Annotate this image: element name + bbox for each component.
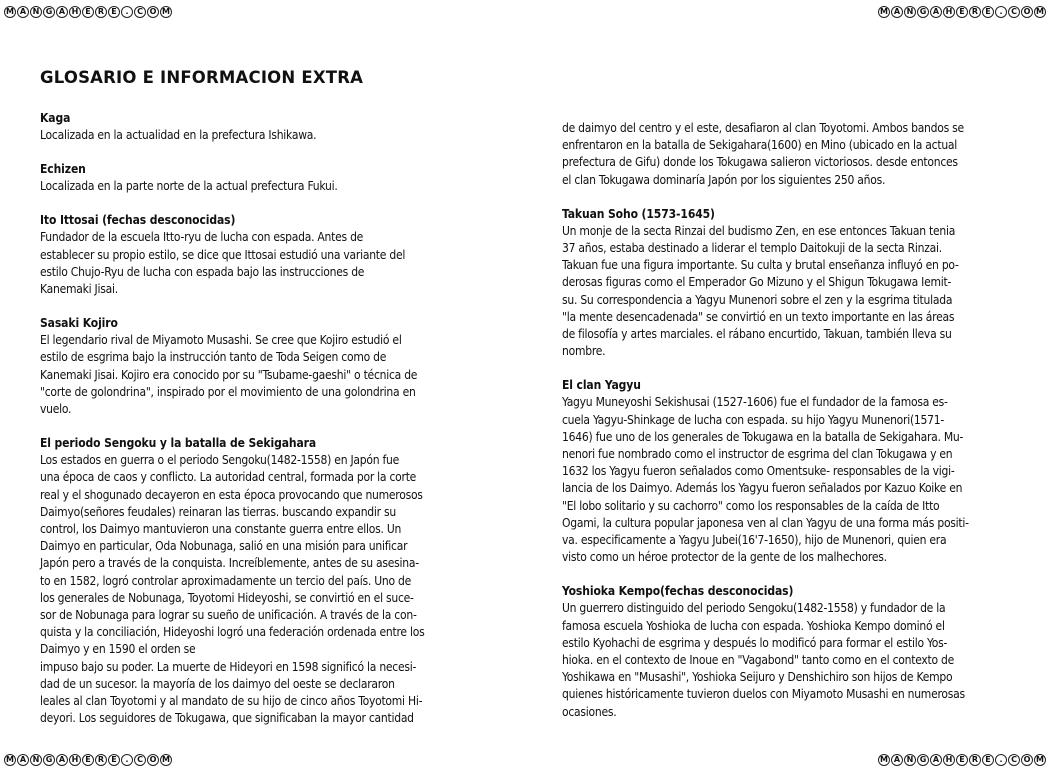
watermark-letter: E — [956, 6, 968, 18]
watermark-letter: A — [891, 6, 903, 18]
entry-line: Daimyo(señores feudales) reinaran las tierras. buscando expandir su — [40, 504, 396, 519]
entry-body — [40, 452, 472, 727]
entry-line: "corte de golondrina", inspirado por el movimiento de una golondrina en — [40, 384, 416, 399]
entry-line: Daimyo y en 1590 el orden se — [40, 642, 196, 657]
glossary-entry-yoshioka-kempo — [562, 583, 1020, 720]
watermark-top-right — [878, 6, 1046, 18]
entry-line: sor de Nobunaga para lograr su sueño de unificación. A través de la con- — [40, 608, 417, 623]
watermark-letter: C — [134, 754, 146, 766]
glossary-entry-echizen — [40, 161, 472, 195]
entry-line: control, los Daimyo mantuvieron una constante guerra entre ellos. Un — [40, 522, 402, 537]
entry-line: hioka. en el contexto de Inoue en "Vagabond" tanto como en el contexto de — [562, 653, 955, 668]
entry-line: real y el shogunado decayeron en esta época provocando que numerosos — [40, 487, 423, 502]
page-title: GLOSARIO E INFORMACION EXTRA — [40, 68, 364, 87]
entry-line: enfrentaron en la batalla de Sekigahara(1600) en Mino (ubicado en la actual — [562, 138, 958, 153]
sengoku-continuation — [562, 120, 1020, 189]
entry-line: quienes históricamente tuvieron duelos con Miyamoto Musashi en numerosas — [562, 687, 965, 702]
watermark-letter: G — [917, 754, 929, 766]
watermark-letter: M — [4, 754, 16, 766]
watermark-letter: M — [160, 6, 172, 18]
glossary-entry-ito-ittosai — [40, 212, 472, 298]
entry-line: Kanemaki Jisai. Kojiro era conocido por su "Tsubame-gaeshi" o técnica de — [40, 367, 418, 382]
watermark-letter: E — [82, 6, 94, 18]
entry-line: Fundador de la escuela Itto-ryu de lucha con espada. Antes de — [40, 230, 364, 245]
left-column — [40, 110, 472, 744]
watermark-letter: C — [1008, 6, 1020, 18]
entry-body — [562, 120, 1020, 189]
watermark-letter: M — [1034, 6, 1046, 18]
entry-line: "la mente desencadenada" se convirtió en un texto importante en las áreas — [562, 309, 955, 324]
glossary-entry-sengoku — [40, 435, 472, 727]
right-column — [562, 120, 1020, 738]
watermark-letter: E — [982, 6, 994, 18]
watermark-letter: N — [904, 6, 916, 18]
entry-body — [40, 127, 472, 144]
watermark-letter: R — [969, 6, 981, 18]
entry-line: dad de un sucesor. la mayoría de los daimyo del oeste se declararon — [40, 676, 395, 691]
entry-line: Localizada en la actualidad en la prefectura Ishikawa. — [40, 128, 317, 142]
watermark-letter: N — [904, 754, 916, 766]
entry-line: nombre. — [562, 344, 606, 359]
entry-line: Yagyu Muneyoshi Sekishusai (1527-1606) fue el fundador de la famosa es- — [562, 395, 948, 410]
entry-heading: Takuan Soho (1573-1645) — [562, 206, 715, 221]
entry-line: lancia de los Daimyo. Además los Yagyu fueron señalados por Kazuo Koike en — [562, 481, 963, 496]
watermark-letter: R — [95, 6, 107, 18]
watermark-letter: M — [4, 6, 16, 18]
watermark-letter: O — [1021, 754, 1033, 766]
entry-line: Un guerrero distinguido del periodo Sengoku(1482-1558) y fundador de la — [562, 601, 946, 616]
entry-heading: Echizen — [40, 162, 86, 177]
watermark-letter: A — [56, 754, 68, 766]
entry-line: Japón pero a través de la conquista. Increíblemente, antes de su asesina- — [40, 556, 419, 571]
entry-line: va. especificamente a Yagyu Jubei(16'7-1650), hijo de Munenori, quien era — [562, 533, 947, 548]
watermark-letter: . — [995, 6, 1007, 18]
entry-body — [40, 229, 472, 298]
watermark-letter: C — [1008, 754, 1020, 766]
entry-body — [40, 332, 472, 418]
entry-line: de daimyo del centro y el este, desafiaron al clan Toyotomi. Ambos bandos se — [562, 121, 964, 135]
entry-line: Daimyo en particular, Oda Nobunaga, salió en una misión para unificar — [40, 539, 408, 554]
entry-line: to en 1582, logró controlar aproximadamente un tercio del país. Uno de — [40, 573, 411, 588]
entry-line: visto como un héroe protector de la gente de los malhechores. — [562, 550, 887, 565]
entry-line: de filosofía y artes marciales. el rábano encurtido, Takuan, también lleva su — [562, 327, 952, 342]
entry-line: El legendario rival de Miyamoto Musashi. Se cree que Kojiro estudió el — [40, 333, 402, 348]
entry-heading: El clan Yagyu — [562, 378, 641, 393]
entry-heading: El periodo Sengoku y la batalla de Sekigahara — [40, 436, 317, 451]
entry-line: 1646) fue uno de los generales de Tokugawa en la batalla de Sekigahara. Mu- — [562, 429, 964, 444]
watermark-letter: R — [95, 754, 107, 766]
entry-body — [40, 178, 472, 195]
watermark-bottom-right — [878, 754, 1046, 766]
entry-line: leales al clan Toyotomi y al mandato de su hijo de cinco años Toyotomi Hi- — [40, 694, 423, 709]
entry-line: 37 años, estaba destinado a liderar el templo Daitokuji de la secta Rinzai. — [562, 241, 942, 256]
entry-line: su. Su correspondencia a Yagyu Munenori sobre el zen y la esgrima titulada — [562, 292, 953, 307]
entry-line: prefectura de Gifu) donde los Tokugawa salieron victoriosos. desde entonces — [562, 155, 958, 170]
entry-line: los generales de Nobunaga, Toyotomi Hideyoshi, se convirtió en el suce- — [40, 590, 414, 605]
entry-line: 1632 los Yagyu fueron señalados como Omentsuke- responsables de la vigi- — [562, 464, 955, 479]
watermark-letter: O — [147, 754, 159, 766]
glossary-entry-takuan-soho — [562, 206, 1020, 361]
entry-heading: Sasaki Kojiro — [40, 316, 118, 331]
entry-line: estilo de esgrima bajo la instrucción tanto de Toda Seigen como de — [40, 350, 387, 365]
watermark-letter: A — [17, 6, 29, 18]
watermark-letter: H — [943, 754, 955, 766]
entry-line: Takuan fue una figura importante. Su culta y brutal enseñanza influyó en po- — [562, 258, 959, 273]
entry-line: quista y la conciliación, Hideyoshi logró una federación ordenada entre los — [40, 625, 425, 640]
glossary-entry-kaga — [40, 110, 472, 144]
watermark-letter: M — [878, 6, 890, 18]
entry-heading: Kaga — [40, 111, 71, 125]
entry-line: estilo Kyohachi de esgrima y después lo modificó para formar el estilo Yos- — [562, 635, 948, 650]
watermark-letter: E — [82, 754, 94, 766]
entry-line: Ogami, la cultura popular japonesa ven al clan Yagyu de una forma más positi- — [562, 515, 969, 530]
entry-line: famosa escuela Yoshioka de lucha con espada. Yoshioka Kempo dominó el — [562, 618, 945, 633]
watermark-top-left — [4, 6, 172, 18]
entry-line: establecer su propio estilo, se dice que Ittosai estudió una variante del — [40, 247, 406, 262]
entry-line: ocasiones. — [562, 704, 617, 719]
entry-body — [562, 223, 1020, 361]
entry-line: el clan Tokugawa dominaría Japón por los siguientes 250 años. — [562, 172, 886, 187]
watermark-letter: E — [108, 754, 120, 766]
watermark-letter: . — [121, 6, 133, 18]
entry-line: estilo Chujo-Ryu de lucha con espada bajo las instrucciones de — [40, 264, 365, 279]
watermark-letter: G — [917, 6, 929, 18]
watermark-letter: C — [134, 6, 146, 18]
watermark-letter: E — [982, 754, 994, 766]
watermark-letter: A — [930, 6, 942, 18]
entry-body — [562, 394, 1020, 566]
watermark-letter: M — [1034, 754, 1046, 766]
watermark-letter: M — [160, 754, 172, 766]
watermark-letter: O — [147, 6, 159, 18]
watermark-letter: A — [891, 754, 903, 766]
entry-line: deyori. Los seguidores de Tokugawa, que significaban la mayor cantidad — [40, 711, 414, 726]
watermark-letter: H — [69, 6, 81, 18]
entry-line: vuelo. — [40, 402, 72, 417]
entry-line: derosas figuras como el Emperador Go Mizuno y el Shigun Tokugawa Iemit- — [562, 275, 952, 290]
entry-line: impuso bajo su poder. La muerte de Hideyori en 1598 significó la necesi- — [40, 659, 417, 674]
entry-line: Un monje de la secta Rinzai del budismo Zen, en ese entonces Takuan tenia — [562, 223, 956, 238]
entry-line: Yoshikawa en "Musashi", Yoshioka Seijuro y Denshichiro son hijos de Kempo — [562, 670, 953, 685]
watermark-letter: R — [969, 754, 981, 766]
glossary-entry-clan-yagyu — [562, 377, 1020, 566]
entry-line: Kanemaki Jisai. — [40, 282, 118, 297]
watermark-letter: A — [17, 754, 29, 766]
entry-line: "El lobo solitario y su cachorro" como los responsables de la caída de Itto — [562, 498, 940, 513]
entry-body — [562, 600, 1020, 720]
watermark-letter: H — [943, 6, 955, 18]
watermark-letter: N — [30, 754, 42, 766]
entry-line: nenori fue nombrado como el instructor de esgrima del clan Tokugawa y en — [562, 447, 953, 462]
watermark-letter: G — [43, 754, 55, 766]
watermark-letter: A — [56, 6, 68, 18]
watermark-letter: H — [69, 754, 81, 766]
watermark-letter: M — [878, 754, 890, 766]
watermark-letter: E — [108, 6, 120, 18]
watermark-letter: E — [956, 754, 968, 766]
watermark-letter: A — [930, 754, 942, 766]
watermark-letter: . — [121, 754, 133, 766]
watermark-letter: G — [43, 6, 55, 18]
entry-heading: Yoshioka Kempo(fechas desconocidas) — [562, 584, 794, 599]
entry-heading: Ito Ittosai (fechas desconocidas) — [40, 213, 236, 228]
watermark-bottom-left — [4, 754, 172, 766]
watermark-letter: O — [1021, 6, 1033, 18]
entry-line: Los estados en guerra o el periodo Sengoku(1482-1558) en Japón fue — [40, 453, 400, 468]
glossary-entry-sasaki-kojiro — [40, 315, 472, 418]
watermark-letter: N — [30, 6, 42, 18]
entry-line: Localizada en la parte norte de la actual prefectura Fukui. — [40, 179, 338, 194]
watermark-letter: . — [995, 754, 1007, 766]
entry-line: cuela Yagyu-Shinkage de lucha con espada. su hijo Yagyu Munenori(1571- — [562, 412, 945, 427]
entry-line: una época de caos y conflicto. La autoridad central, formada por la corte — [40, 470, 417, 485]
